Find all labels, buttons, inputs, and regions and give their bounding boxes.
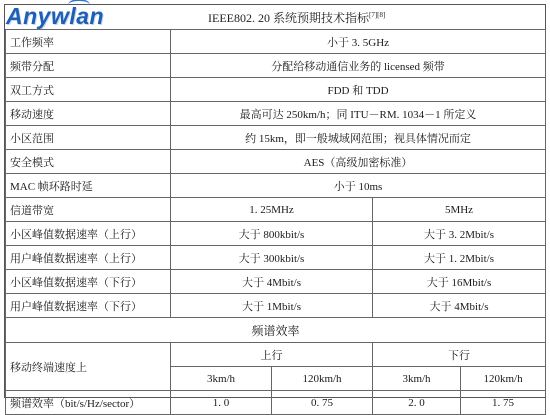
row-label: 工作频率: [6, 30, 171, 54]
table-row: [6, 78, 546, 102]
uplink-header: 上行: [171, 343, 373, 367]
row-value: 最高可达 250km/h；同 ITU－RM. 1034－1 所定义: [171, 102, 546, 126]
row-label: 双工方式: [6, 78, 171, 102]
row-value: FDD 和 TDD: [171, 78, 546, 102]
table-row: [6, 294, 546, 318]
rate-value-1: 大于 4Mbit/s: [171, 270, 373, 294]
row-label: 频带分配: [6, 54, 171, 78]
row-value: 小于 3. 5GHz: [171, 30, 546, 54]
efficiency-value-row: [6, 391, 546, 415]
row-label: 小区峰值数据速率（下行）: [6, 270, 171, 294]
speed-4: 120km/h: [461, 367, 546, 391]
bandwidth-row: [6, 198, 546, 222]
efficiency-value-3: 2. 0: [373, 391, 461, 415]
spec-table: [5, 29, 546, 415]
efficiency-direction-row: [6, 343, 546, 367]
row-label: 用户峰值数据速率（上行）: [6, 246, 171, 270]
efficiency-value-2: 0. 75: [272, 391, 373, 415]
row-label: 小区峰值数据速率（上行）: [6, 222, 171, 246]
row-value: 分配给移动通信业务的 licensed 频带: [171, 54, 546, 78]
table-row: [6, 30, 546, 54]
rate-value-2: 大于 3. 2Mbit/s: [373, 222, 546, 246]
rate-value-2: 大于 1. 2Mbit/s: [373, 246, 546, 270]
speed-1: 3km/h: [171, 367, 272, 391]
title-reference: [7][8]: [369, 11, 386, 19]
efficiency-value-4: 1. 75: [461, 391, 546, 415]
rate-value-2: 大于 4Mbit/s: [373, 294, 546, 318]
table-row: [6, 126, 546, 150]
table-row: [6, 222, 546, 246]
page-title: IEEE802. 20 系统预期技术指标[7][8]: [208, 11, 386, 25]
row-label: 用户峰值数据速率（下行）: [6, 294, 171, 318]
efficiency-section-title: 频谱效率: [6, 318, 546, 343]
table-row: [6, 102, 546, 126]
row-value: 约 15km，即一般城域网范围；视具体情况而定: [171, 126, 546, 150]
bandwidth-col1: 1. 25MHz: [171, 198, 373, 222]
row-label: 信道带宽: [6, 198, 171, 222]
row-value: 小于 10ms: [171, 174, 546, 198]
rate-value-1: 大于 1Mbit/s: [171, 294, 373, 318]
table-row: [6, 174, 546, 198]
row-label: MAC 帧环路时延: [6, 174, 171, 198]
row-label: 频谱效率（bit/s/Hz/sector）: [6, 391, 171, 415]
efficiency-section-row: [6, 318, 546, 343]
row-value: AES（高级加密标准）: [171, 150, 546, 174]
rate-value-1: 大于 300kbit/s: [171, 246, 373, 270]
row-label: 移动速度: [6, 102, 171, 126]
table-row: [6, 54, 546, 78]
bandwidth-col2: 5MHz: [373, 198, 546, 222]
speed-label: 移动终端速度上: [6, 343, 171, 391]
rate-value-2: 大于 16Mbit/s: [373, 270, 546, 294]
efficiency-value-1: 1. 0: [171, 391, 272, 415]
rate-value-1: 大于 800kbit/s: [171, 222, 373, 246]
table-row: [6, 270, 546, 294]
speed-3: 3km/h: [373, 367, 461, 391]
table-row: [6, 246, 546, 270]
row-label: 安全模式: [6, 150, 171, 174]
table-row: [6, 150, 546, 174]
anywlan-logo: Anywlan: [6, 3, 104, 30]
downlink-header: 下行: [373, 343, 546, 367]
speed-2: 120km/h: [272, 367, 373, 391]
row-label: 小区范围: [6, 126, 171, 150]
